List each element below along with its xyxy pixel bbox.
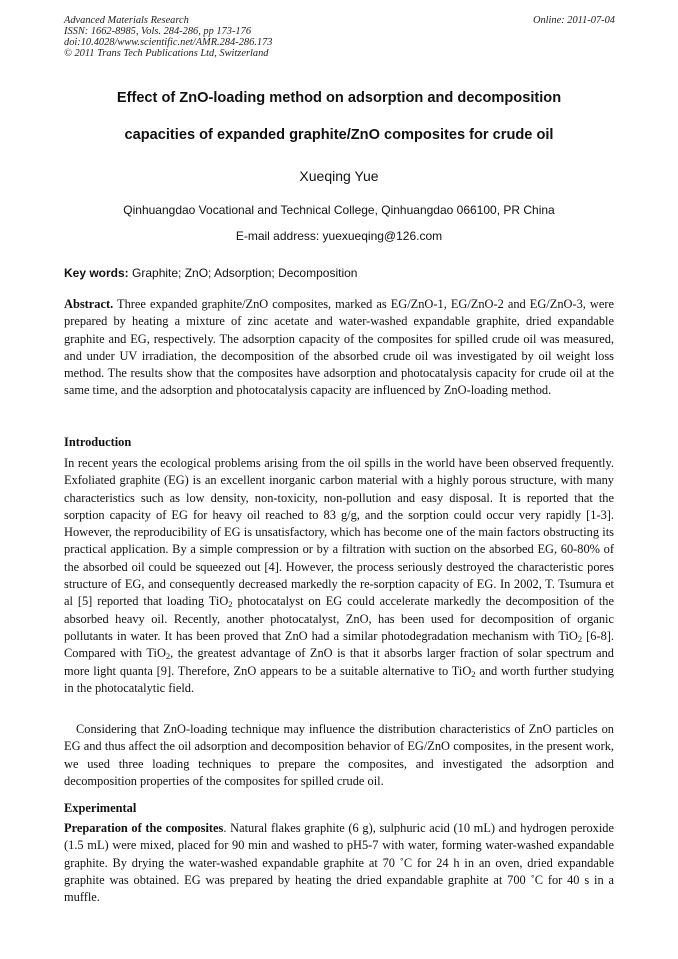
keywords-label: Key words: <box>64 266 129 280</box>
issn-line: ISSN: 1662-8985, Vols. 284-286, pp 173-176 <box>64 26 252 37</box>
intro-text-b: photocatalyst on EG could accelerate markedly the decomposition of the absorbed heavy oil. Recently, another photocatalyst, ZnO, has been used for decomposition of organic pollutants in water. It has been proved that ZnO had a similar photodegradation mechanism with TiO <box>64 594 615 643</box>
experimental-heading: Experimental <box>64 801 137 815</box>
introduction-paragraph-1 <box>64 455 614 697</box>
subscript-2: 2 <box>228 599 233 610</box>
intro-text-d: , the greatest advantage of ZnO is that it absorbs larger fraction of solar spectrum and more light quanta [9]. Therefore, ZnO appears to be a suitable alternative to TiO <box>64 646 614 678</box>
intro-text-e: and worth further studying in the photocatalytic field. <box>64 663 614 695</box>
keywords-text: Graphite; ZnO; Adsorption; Decomposition <box>128 266 358 280</box>
intro-text-a: In recent years the ecological problems arising from the oil spills in the world have been observed frequently. Exfoliated graphite (EG) is an excellent inorganic carbon material with a highly porous structure, with many characteristics such as low density, non-toxicity, non-pollution and easy disposal. It is reported that the sorption capacity of EG for heavy oil reached to 83 g/g, and the sorption could occur very rapidly [1-3]. However, the reproducibility of EG is unsatisfactory, which has become one of the main factors obstructing its practical application. By a simple compression or by a filtration with suction on the absorbed EG, 60-80% of the absorbed oil could be squeezed out [4]. However, the process seriously destroyed the characteristic pores structure of EG, and consequently decreased markedly the re-sorption capacity of EG. In 2002, T. Tsumura et al [5] reported that loading TiO <box>64 456 614 609</box>
subscript-2: 2 <box>165 651 171 662</box>
abstract <box>64 296 614 400</box>
author-email: E-mail address: yuexueqing@126.com <box>235 229 443 243</box>
subscript-2: 2 <box>577 633 583 644</box>
author-name: Xueqing Yue <box>299 168 379 184</box>
online-date: Online: 2011-07-04 <box>532 15 615 26</box>
preparation-subheading: Preparation of the composites <box>64 821 224 835</box>
keywords <box>64 266 357 280</box>
preparation-text: . Natural flakes graphite (6 g), sulphuric acid (10 mL) and hydrogen peroxide (1.5 mL) were mixed, placed for 90 min and washed to pH5-7 with water, forming water-washed expandable graphite. By drying the water-washed expandable graphite at 70 ˚C for 24 h in an oven, dried expandable graphite was obtained. EG was prepared by heating the dried expandable graphite at 700 ˚C for 40 s in a muffle. <box>64 821 614 905</box>
publication-info <box>64 15 272 59</box>
introduction-paragraph-2: Considering that ZnO-loading technique may influence the distribution characteristics of ZnO particles on EG and thus affect the oil adsorption and decomposition behavior of EG/ZnO composites, in the present work, we used three loading techniques to prepare the composites, and investigated the adsorption and decomposition properties of the composites for spilled crude oil. <box>64 722 614 788</box>
author-affiliation: Qinhuangdao Vocational and Technical College, Qinhuangdao 066100, PR China <box>123 203 555 217</box>
abstract-label: Abstract. <box>64 297 114 311</box>
abstract-text: Three expanded graphite/ZnO composites, marked as EG/ZnO-1, EG/ZnO-2 and EG/ZnO-3, were prepared by heating a mixture of zinc acetate and water-washed expandable graphite, dried expandable graphite and EG, respectively. The adsorption capacity of the composites for spilled crude oil was measured, and under UV irradiation, the decomposition of the absorbed crude oil was investigated by oil weight loss method. The results show that the composites have adsorption and photocatalysis capacity for crude oil at the same time, and the adsorption and photocatalysis capacity are influenced by ZnO-loading method. <box>64 297 614 398</box>
paper-title-line2: capacities of expanded graphite/ZnO composites for crude oil <box>124 127 554 143</box>
journal-name: Advanced Materials Research <box>64 15 189 26</box>
intro-text-c: [6-8]. Compared with TiO <box>64 628 614 661</box>
copyright-line: © 2011 Trans Tech Publications Ltd, Switzerland <box>64 48 269 59</box>
experimental-paragraph <box>64 820 614 906</box>
subscript-2: 2 <box>471 668 476 679</box>
paper-title-line1: Effect of ZnO-loading method on adsorption and decomposition <box>116 90 562 106</box>
doi-line: doi:10.4028/www.scientific.net/AMR.284-286.173 <box>64 37 273 48</box>
introduction-heading: Introduction <box>64 435 132 449</box>
